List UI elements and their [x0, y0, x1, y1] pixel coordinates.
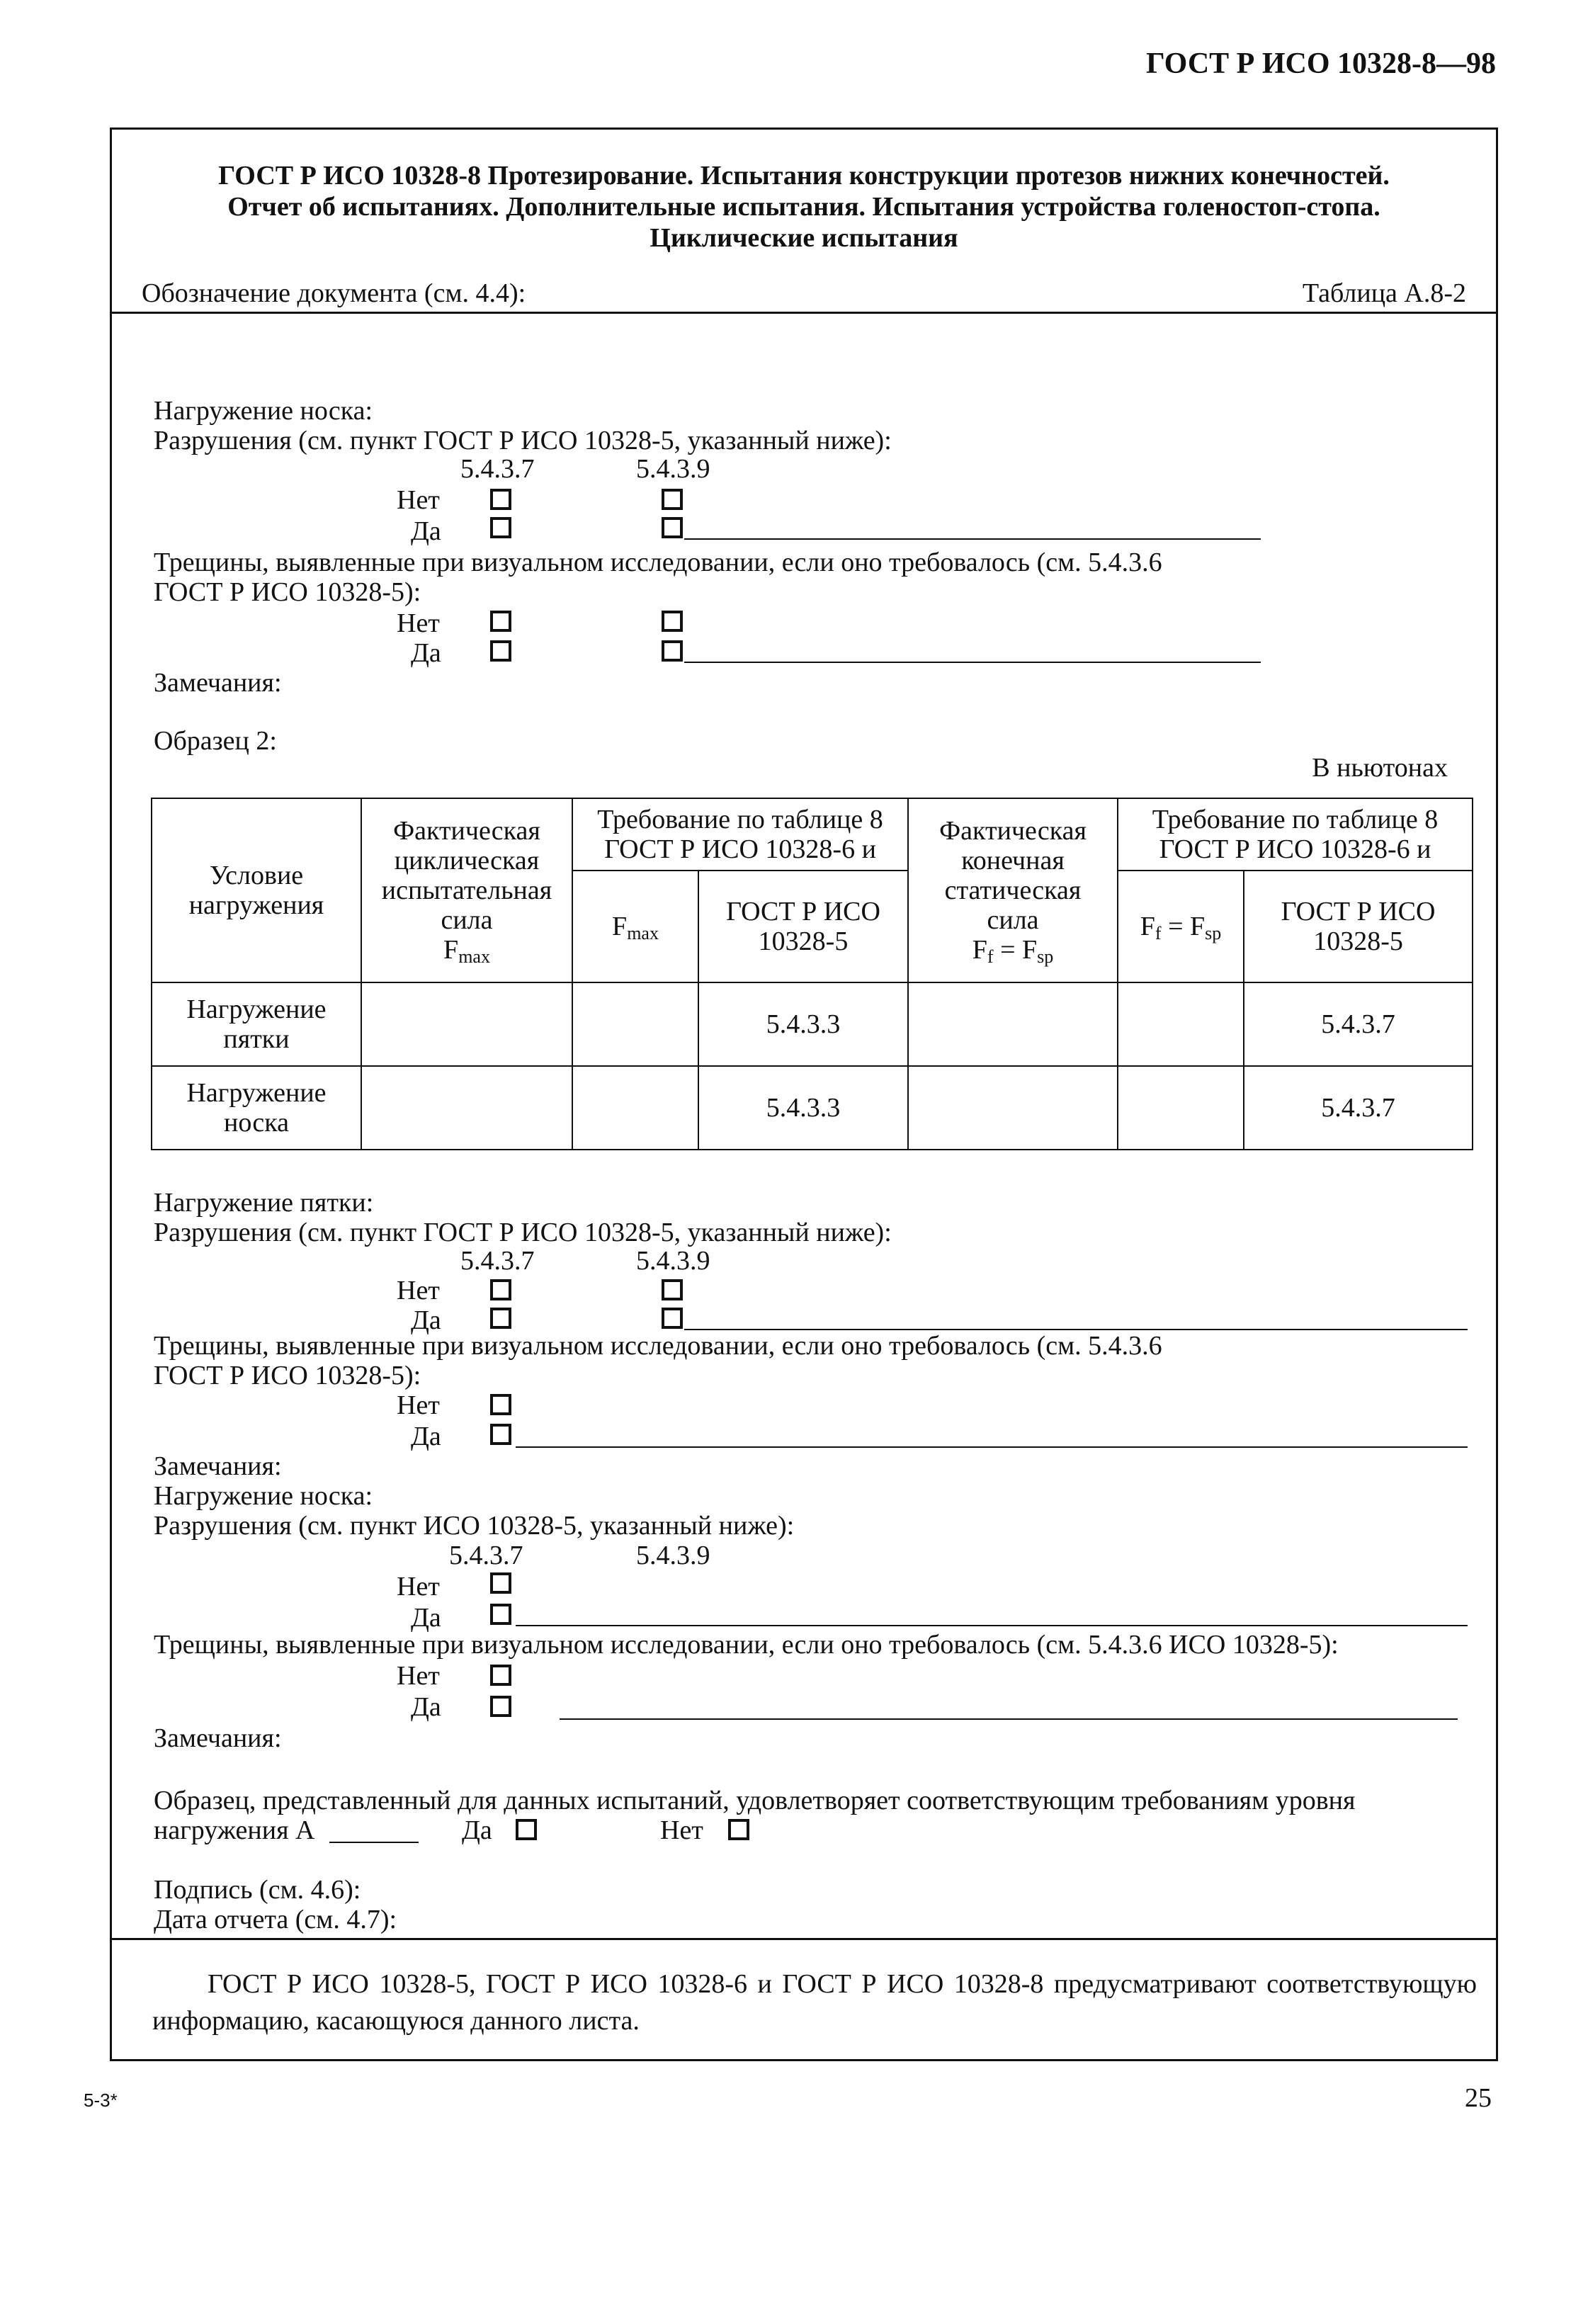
- print-mark: 5-3*: [84, 2090, 118, 2111]
- section-c-fracture-input-line[interactable]: [516, 1625, 1468, 1626]
- row-ff-fsp-cell[interactable]: [1118, 982, 1244, 1066]
- row-actual-cyclic-cell[interactable]: [361, 982, 572, 1066]
- results-table: [151, 798, 1473, 1150]
- section-b-fracture-yes-1-checkbox[interactable]: [490, 1308, 511, 1329]
- section-a-fractures-label: Разрушения (см. пункт ГОСТ Р ИСО 10328-5, указанный ниже):: [154, 426, 892, 455]
- title-line-3: Циклические испытания: [650, 223, 958, 253]
- form-title: [113, 160, 1495, 254]
- section-a-col1: 5.4.3.7: [460, 454, 535, 484]
- section-c-cracks-no-label: Нет: [397, 1661, 440, 1691]
- section-a-cracks-yes-label: Да: [411, 638, 441, 668]
- table-row: [152, 982, 1473, 1066]
- sample-label: Образец 2:: [154, 726, 277, 756]
- section-b-remarks-label: Замечания:: [154, 1451, 282, 1481]
- header-req1-gost: ГОСТ Р ИСО 10328-5: [698, 871, 908, 982]
- section-c-cracks-no-checkbox[interactable]: [490, 1665, 511, 1686]
- section-c-cracks-yes-label: Да: [411, 1692, 441, 1722]
- section-b-fracture-no-2-checkbox[interactable]: [662, 1279, 683, 1300]
- section-a-cracks-no-2-checkbox[interactable]: [662, 611, 683, 632]
- section-b-cracks-no-label: Нет: [397, 1390, 440, 1420]
- section-a-fracture-yes-2-checkbox[interactable]: [662, 517, 683, 538]
- header-actual-cyclic-force: Фактическая циклическая испытательная сила $F_{max}$: [361, 798, 572, 982]
- section-c-yes-label: Да: [411, 1603, 441, 1633]
- header-req2-gost: ГОСТ Р ИСО 10328-5: [1244, 871, 1473, 982]
- section-a-fracture-no-1-checkbox[interactable]: [490, 489, 511, 510]
- section-a-cracks-input-line[interactable]: [684, 662, 1261, 663]
- row-actual-static-cell[interactable]: [908, 1066, 1118, 1150]
- section-a-col2: 5.4.3.9: [636, 454, 710, 484]
- section-a-fracture-no-2-checkbox[interactable]: [662, 489, 683, 510]
- row-req-fmax-cell[interactable]: [572, 982, 698, 1066]
- title-line-2: Отчет об испытаниях. Дополнительные испытания. Испытания устройства голеностоп-стопа.: [227, 192, 1380, 222]
- table-row: [152, 1066, 1473, 1150]
- section-a-yes-label: Да: [411, 516, 441, 546]
- row-actual-cyclic-cell[interactable]: [361, 1066, 572, 1150]
- section-c-cracks-line: Трещины, выявленные при визуальном исследовании, если оно требовалось (см. 5.4.3.6 ИСО 10328-5):: [154, 1630, 1339, 1660]
- row-actual-static-cell[interactable]: [908, 982, 1118, 1066]
- row-ref2: 5.4.3.7: [1244, 1066, 1473, 1150]
- section-c-remarks-label: Замечания:: [154, 1723, 282, 1753]
- header-condition: Условие нагружения: [152, 798, 361, 982]
- section-b-fracture-no-1-checkbox[interactable]: [490, 1279, 511, 1300]
- section-c-fracture-no-checkbox[interactable]: [490, 1572, 511, 1594]
- conclusion-line-2: нагружения А: [154, 1815, 315, 1845]
- section-a-remarks-label: Замечания:: [154, 668, 282, 698]
- section-b-cracks-yes-label: Да: [411, 1422, 441, 1451]
- footnote: ГОСТ Р ИСО 10328-5, ГОСТ Р ИСО 10328-6 и ГОСТ Р ИСО 10328-8 предусматривают соответствующую информацию, касающуюся данного листа.: [152, 1969, 1477, 2036]
- signature-label: Подпись (см. 4.6):: [154, 1875, 361, 1905]
- section-c-no-label: Нет: [397, 1572, 440, 1602]
- section-b-cracks-no-checkbox[interactable]: [490, 1394, 511, 1415]
- section-b-heading: Нагружение пятки:: [154, 1188, 374, 1218]
- page-number: 25: [1465, 2083, 1492, 2113]
- section-c-cracks-input-line[interactable]: [560, 1718, 1458, 1720]
- section-b-col1: 5.4.3.7: [460, 1246, 535, 1276]
- section-c-fractures-label: Разрушения (см. пункт ИСО 10328-5, указанный ниже):: [154, 1511, 795, 1541]
- conclusion-no-label: Нет: [660, 1815, 703, 1845]
- section-a-cracks-line-1: Трещины, выявленные при визуальном исследовании, если оно требовалось (см. 5.4.3.6: [154, 548, 1162, 577]
- section-b-yes-label: Да: [411, 1305, 441, 1335]
- section-b-cracks-line-1: Трещины, выявленные при визуальном исследовании, если оно требовалось (см. 5.4.3.6: [154, 1331, 1162, 1361]
- section-c-col1: 5.4.3.7: [449, 1541, 523, 1570]
- row-ref1: 5.4.3.3: [698, 982, 908, 1066]
- conclusion-no-checkbox[interactable]: [728, 1819, 749, 1840]
- section-a-cracks-yes-1-checkbox[interactable]: [490, 640, 511, 662]
- conclusion-line-1: Образец, представленный для данных испытаний, удовлетворяет соответствующим требованиям уровня: [154, 1786, 1356, 1815]
- section-a-cracks-yes-2-checkbox[interactable]: [662, 640, 683, 662]
- units-label: В ньютонах: [1312, 753, 1448, 783]
- header-actual-static-force: Фактическая конечная статическая сила $F_f = F_{sp}$: [908, 798, 1118, 982]
- section-a-cracks-no-1-checkbox[interactable]: [490, 611, 511, 632]
- section-c-heading: Нагружение носка:: [154, 1481, 373, 1511]
- section-c-cracks-yes-checkbox[interactable]: [490, 1696, 511, 1717]
- section-b-cracks-input-line[interactable]: [516, 1446, 1468, 1448]
- title-line-1: ГОСТ Р ИСО 10328-8 Протезирование. Испытания конструкции протезов нижних конечностей.: [218, 161, 1390, 191]
- row-ff-fsp-cell[interactable]: [1118, 1066, 1244, 1150]
- section-a-fracture-input-line[interactable]: [684, 538, 1261, 540]
- doc-designation-label: Обозначение документа (см. 4.4):: [142, 278, 526, 308]
- page-header: ГОСТ Р ИСО 10328-8—98: [1145, 47, 1496, 80]
- section-a-cracks-no-label: Нет: [397, 608, 440, 638]
- section-b-cracks-line-2: ГОСТ Р ИСО 10328-5):: [154, 1361, 421, 1390]
- row-ref2: 5.4.3.7: [1244, 982, 1473, 1066]
- report-date-label: Дата отчета (см. 4.7):: [154, 1905, 397, 1934]
- section-b-no-label: Нет: [397, 1276, 440, 1305]
- row-condition: Нагружение носка: [152, 1066, 361, 1150]
- header-req1-fmax: $F_{max}$: [572, 871, 698, 982]
- header-requirement-2: Требование по таблице 8 ГОСТ Р ИСО 10328-6 и: [1118, 798, 1473, 871]
- title-divider: [110, 312, 1498, 314]
- conclusion-yes-checkbox[interactable]: [516, 1819, 537, 1840]
- conclusion-yes-label: Да: [462, 1815, 492, 1845]
- section-a-fracture-yes-1-checkbox[interactable]: [490, 517, 511, 538]
- header-req2-ff-fsp: $F_f = F_{sp}$: [1118, 871, 1244, 982]
- section-b-fracture-yes-2-checkbox[interactable]: [662, 1308, 683, 1329]
- section-c-fracture-yes-checkbox[interactable]: [490, 1604, 511, 1625]
- section-a-cracks-line-2: ГОСТ Р ИСО 10328-5):: [154, 577, 421, 607]
- row-condition: Нагружение пятки: [152, 982, 361, 1066]
- section-b-fractures-label: Разрушения (см. пункт ГОСТ Р ИСО 10328-5, указанный ниже):: [154, 1218, 892, 1247]
- table-reference: Таблица А.8-2: [1302, 278, 1466, 308]
- row-req-fmax-cell[interactable]: [572, 1066, 698, 1150]
- section-c-col2: 5.4.3.9: [636, 1541, 710, 1570]
- header-requirement-1: Требование по таблице 8 ГОСТ Р ИСО 10328-6 и: [572, 798, 908, 871]
- footnote-divider: [110, 1938, 1498, 1940]
- section-b-col2: 5.4.3.9: [636, 1246, 710, 1276]
- load-level-input-line[interactable]: [329, 1842, 419, 1843]
- row-ref1: 5.4.3.3: [698, 1066, 908, 1150]
- section-b-cracks-yes-checkbox[interactable]: [490, 1424, 511, 1445]
- section-a-heading: Нагружение носка:: [154, 396, 373, 426]
- section-a-no-label: Нет: [397, 485, 440, 515]
